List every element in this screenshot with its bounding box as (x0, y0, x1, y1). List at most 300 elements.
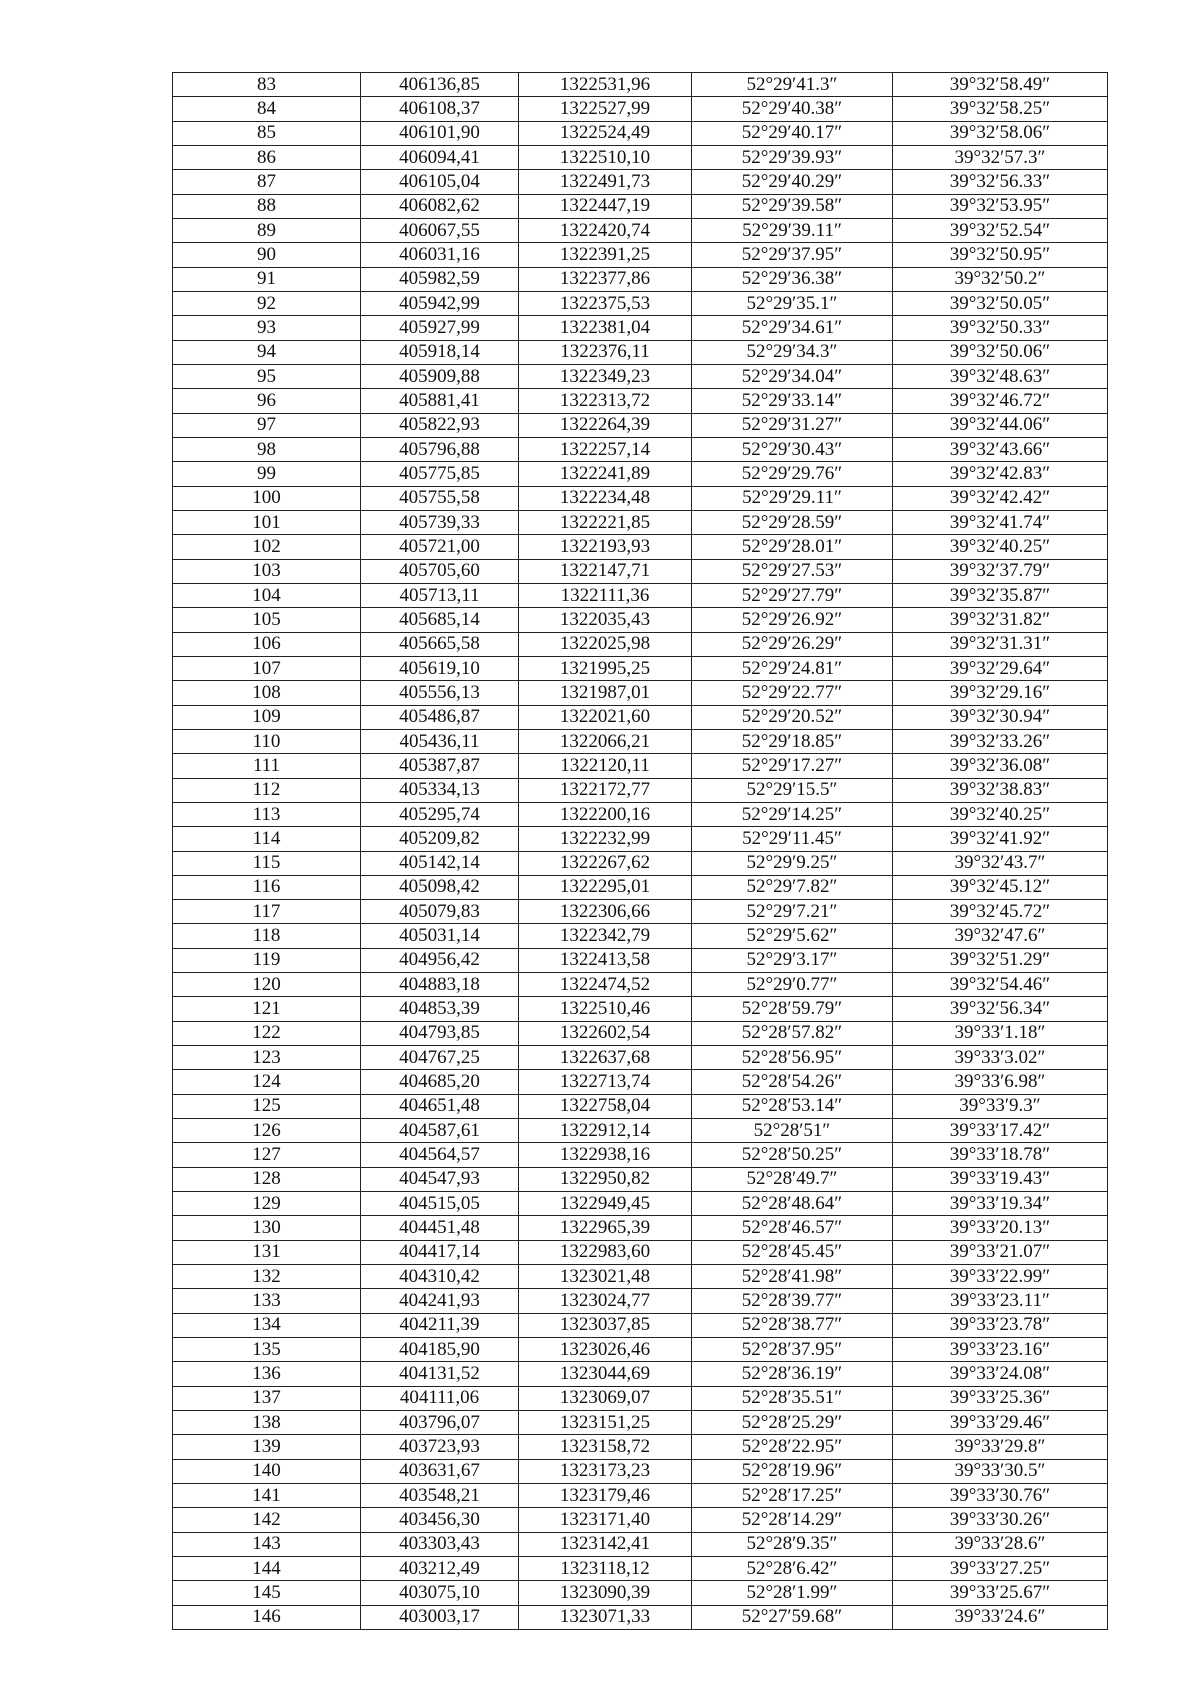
longitude-cell: 39°32′56.34″ (893, 997, 1108, 1021)
longitude-cell: 39°32′50.95″ (893, 243, 1108, 267)
latitude-cell: 52°29′36.38″ (692, 267, 893, 291)
x-coordinate-cell: 404185,90 (361, 1338, 519, 1362)
y-coordinate-cell: 1322381,04 (519, 316, 692, 340)
y-coordinate-cell: 1322602,54 (519, 1021, 692, 1045)
point-number-cell: 110 (173, 729, 361, 753)
y-coordinate-cell: 1323142,41 (519, 1532, 692, 1556)
longitude-cell: 39°32′33.26″ (893, 729, 1108, 753)
point-number-cell: 138 (173, 1411, 361, 1435)
table-row (173, 97, 1108, 121)
latitude-cell: 52°29′34.04″ (692, 364, 893, 388)
x-coordinate-cell: 405142,14 (361, 851, 519, 875)
latitude-cell: 52°28′56.95″ (692, 1046, 893, 1070)
point-number-cell: 125 (173, 1094, 361, 1118)
point-number-cell: 131 (173, 1240, 361, 1264)
table-row (173, 145, 1108, 169)
point-number-cell: 120 (173, 973, 361, 997)
latitude-cell: 52°29′24.81″ (692, 656, 893, 680)
y-coordinate-cell: 1322241,89 (519, 462, 692, 486)
table-row (173, 681, 1108, 705)
table-row (173, 1021, 1108, 1045)
longitude-cell: 39°32′54.46″ (893, 973, 1108, 997)
table-row (173, 73, 1108, 97)
point-number-cell: 143 (173, 1532, 361, 1556)
x-coordinate-cell: 403303,43 (361, 1532, 519, 1556)
point-number-cell: 109 (173, 705, 361, 729)
latitude-cell: 52°28′48.64″ (692, 1192, 893, 1216)
point-number-cell: 91 (173, 267, 361, 291)
longitude-cell: 39°33′24.6″ (893, 1605, 1108, 1629)
x-coordinate-cell: 405739,33 (361, 510, 519, 534)
y-coordinate-cell: 1322949,45 (519, 1192, 692, 1216)
longitude-cell: 39°33′19.43″ (893, 1167, 1108, 1191)
point-number-cell: 123 (173, 1046, 361, 1070)
x-coordinate-cell: 405755,58 (361, 486, 519, 510)
x-coordinate-cell: 405387,87 (361, 754, 519, 778)
longitude-cell: 39°32′47.6″ (893, 924, 1108, 948)
latitude-cell: 52°29′29.11″ (692, 486, 893, 510)
table-row (173, 510, 1108, 534)
longitude-cell: 39°33′29.46″ (893, 1411, 1108, 1435)
longitude-cell: 39°32′58.25″ (893, 97, 1108, 121)
x-coordinate-cell: 404587,61 (361, 1119, 519, 1143)
table-row (173, 1435, 1108, 1459)
longitude-cell: 39°32′31.82″ (893, 608, 1108, 632)
point-number-cell: 99 (173, 462, 361, 486)
longitude-cell: 39°32′43.7″ (893, 851, 1108, 875)
y-coordinate-cell: 1323151,25 (519, 1411, 692, 1435)
latitude-cell: 52°29′40.38″ (692, 97, 893, 121)
point-number-cell: 113 (173, 802, 361, 826)
x-coordinate-cell: 406136,85 (361, 73, 519, 97)
longitude-cell: 39°32′40.25″ (893, 535, 1108, 559)
latitude-cell: 52°29′26.29″ (692, 632, 893, 656)
y-coordinate-cell: 1322983,60 (519, 1240, 692, 1264)
table-row (173, 267, 1108, 291)
longitude-cell: 39°32′40.25″ (893, 802, 1108, 826)
point-number-cell: 130 (173, 1216, 361, 1240)
table-row (173, 1605, 1108, 1629)
latitude-cell: 52°28′9.35″ (692, 1532, 893, 1556)
x-coordinate-cell: 405556,13 (361, 681, 519, 705)
y-coordinate-cell: 1322758,04 (519, 1094, 692, 1118)
latitude-cell: 52°29′22.77″ (692, 681, 893, 705)
x-coordinate-cell: 405942,99 (361, 291, 519, 315)
latitude-cell: 52°29′26.92″ (692, 608, 893, 632)
table-row (173, 1070, 1108, 1094)
point-number-cell: 96 (173, 389, 361, 413)
latitude-cell: 52°29′31.27″ (692, 413, 893, 437)
x-coordinate-cell: 404515,05 (361, 1192, 519, 1216)
y-coordinate-cell: 1322965,39 (519, 1216, 692, 1240)
y-coordinate-cell: 1322377,86 (519, 267, 692, 291)
longitude-cell: 39°32′42.42″ (893, 486, 1108, 510)
latitude-cell: 52°29′5.62″ (692, 924, 893, 948)
x-coordinate-cell: 403796,07 (361, 1411, 519, 1435)
latitude-cell: 52°29′37.95″ (692, 243, 893, 267)
longitude-cell: 39°32′52.54″ (893, 218, 1108, 242)
y-coordinate-cell: 1322021,60 (519, 705, 692, 729)
y-coordinate-cell: 1322120,11 (519, 754, 692, 778)
latitude-cell: 52°28′25.29″ (692, 1411, 893, 1435)
longitude-cell: 39°32′57.3″ (893, 145, 1108, 169)
table-row (173, 1362, 1108, 1386)
point-number-cell: 108 (173, 681, 361, 705)
table-row (173, 1581, 1108, 1605)
point-number-cell: 94 (173, 340, 361, 364)
table-row (173, 656, 1108, 680)
point-number-cell: 104 (173, 583, 361, 607)
y-coordinate-cell: 1322306,66 (519, 900, 692, 924)
latitude-cell: 52°29′34.3″ (692, 340, 893, 364)
y-coordinate-cell: 1322025,98 (519, 632, 692, 656)
x-coordinate-cell: 405982,59 (361, 267, 519, 291)
longitude-cell: 39°32′51.29″ (893, 948, 1108, 972)
table-row (173, 924, 1108, 948)
longitude-cell: 39°32′45.12″ (893, 875, 1108, 899)
latitude-cell: 52°28′41.98″ (692, 1265, 893, 1289)
y-coordinate-cell: 1322147,71 (519, 559, 692, 583)
point-number-cell: 107 (173, 656, 361, 680)
latitude-cell: 52°29′34.61″ (692, 316, 893, 340)
table-row (173, 364, 1108, 388)
table-row (173, 875, 1108, 899)
table-row (173, 1046, 1108, 1070)
x-coordinate-cell: 405713,11 (361, 583, 519, 607)
latitude-cell: 52°29′18.85″ (692, 729, 893, 753)
longitude-cell: 39°32′41.92″ (893, 827, 1108, 851)
y-coordinate-cell: 1322912,14 (519, 1119, 692, 1143)
x-coordinate-cell: 405909,88 (361, 364, 519, 388)
point-number-cell: 122 (173, 1021, 361, 1045)
longitude-cell: 39°32′42.83″ (893, 462, 1108, 486)
x-coordinate-cell: 405295,74 (361, 802, 519, 826)
x-coordinate-cell: 406108,37 (361, 97, 519, 121)
table-row (173, 121, 1108, 145)
longitude-cell: 39°33′23.16″ (893, 1338, 1108, 1362)
table-row (173, 1386, 1108, 1410)
latitude-cell: 52°29′3.17″ (692, 948, 893, 972)
point-number-cell: 87 (173, 170, 361, 194)
latitude-cell: 52°28′22.95″ (692, 1435, 893, 1459)
x-coordinate-cell: 405619,10 (361, 656, 519, 680)
longitude-cell: 39°32′45.72″ (893, 900, 1108, 924)
x-coordinate-cell: 405098,42 (361, 875, 519, 899)
y-coordinate-cell: 1323158,72 (519, 1435, 692, 1459)
table-row (173, 997, 1108, 1021)
point-number-cell: 88 (173, 194, 361, 218)
longitude-cell: 39°32′50.05″ (893, 291, 1108, 315)
y-coordinate-cell: 1322257,14 (519, 437, 692, 461)
table-row (173, 243, 1108, 267)
y-coordinate-cell: 1322413,58 (519, 948, 692, 972)
y-coordinate-cell: 1322391,25 (519, 243, 692, 267)
longitude-cell: 39°32′36.08″ (893, 754, 1108, 778)
x-coordinate-cell: 405031,14 (361, 924, 519, 948)
latitude-cell: 52°28′6.42″ (692, 1557, 893, 1581)
table-row (173, 1557, 1108, 1581)
y-coordinate-cell: 1323024,77 (519, 1289, 692, 1313)
y-coordinate-cell: 1323026,46 (519, 1338, 692, 1362)
latitude-cell: 52°29′7.82″ (692, 875, 893, 899)
longitude-cell: 39°32′38.83″ (893, 778, 1108, 802)
y-coordinate-cell: 1322221,85 (519, 510, 692, 534)
y-coordinate-cell: 1323179,46 (519, 1484, 692, 1508)
point-number-cell: 103 (173, 559, 361, 583)
point-number-cell: 93 (173, 316, 361, 340)
point-number-cell: 135 (173, 1338, 361, 1362)
latitude-cell: 52°28′1.99″ (692, 1581, 893, 1605)
longitude-cell: 39°33′19.34″ (893, 1192, 1108, 1216)
x-coordinate-cell: 404853,39 (361, 997, 519, 1021)
x-coordinate-cell: 404685,20 (361, 1070, 519, 1094)
table-row (173, 1459, 1108, 1483)
point-number-cell: 90 (173, 243, 361, 267)
latitude-cell: 52°28′59.79″ (692, 997, 893, 1021)
longitude-cell: 39°32′30.94″ (893, 705, 1108, 729)
x-coordinate-cell: 404956,42 (361, 948, 519, 972)
x-coordinate-cell: 403075,10 (361, 1581, 519, 1605)
latitude-cell: 52°28′35.51″ (692, 1386, 893, 1410)
y-coordinate-cell: 1322234,48 (519, 486, 692, 510)
y-coordinate-cell: 1322264,39 (519, 413, 692, 437)
longitude-cell: 39°32′41.74″ (893, 510, 1108, 534)
table-row (173, 1192, 1108, 1216)
point-number-cell: 92 (173, 291, 361, 315)
y-coordinate-cell: 1322713,74 (519, 1070, 692, 1094)
y-coordinate-cell: 1323090,39 (519, 1581, 692, 1605)
point-number-cell: 128 (173, 1167, 361, 1191)
table-row (173, 413, 1108, 437)
longitude-cell: 39°32′44.06″ (893, 413, 1108, 437)
latitude-cell: 52°28′37.95″ (692, 1338, 893, 1362)
x-coordinate-cell: 405918,14 (361, 340, 519, 364)
point-number-cell: 144 (173, 1557, 361, 1581)
longitude-cell: 39°32′56.33″ (893, 170, 1108, 194)
point-number-cell: 124 (173, 1070, 361, 1094)
longitude-cell: 39°33′18.78″ (893, 1143, 1108, 1167)
table-row (173, 218, 1108, 242)
y-coordinate-cell: 1322474,52 (519, 973, 692, 997)
y-coordinate-cell: 1322172,77 (519, 778, 692, 802)
latitude-cell: 52°28′39.77″ (692, 1289, 893, 1313)
table-row (173, 1265, 1108, 1289)
latitude-cell: 52°27′59.68″ (692, 1605, 893, 1629)
latitude-cell: 52°29′39.58″ (692, 194, 893, 218)
latitude-cell: 52°29′27.53″ (692, 559, 893, 583)
longitude-cell: 39°32′48.63″ (893, 364, 1108, 388)
x-coordinate-cell: 404451,48 (361, 1216, 519, 1240)
longitude-cell: 39°32′46.72″ (893, 389, 1108, 413)
x-coordinate-cell: 405436,11 (361, 729, 519, 753)
latitude-cell: 52°29′35.1″ (692, 291, 893, 315)
x-coordinate-cell: 406101,90 (361, 121, 519, 145)
longitude-cell: 39°33′27.25″ (893, 1557, 1108, 1581)
x-coordinate-cell: 404547,93 (361, 1167, 519, 1191)
y-coordinate-cell: 1323044,69 (519, 1362, 692, 1386)
longitude-cell: 39°32′53.95″ (893, 194, 1108, 218)
x-coordinate-cell: 403548,21 (361, 1484, 519, 1508)
latitude-cell: 52°29′9.25″ (692, 851, 893, 875)
table-row (173, 389, 1108, 413)
latitude-cell: 52°28′38.77″ (692, 1313, 893, 1337)
longitude-cell: 39°32′50.33″ (893, 316, 1108, 340)
longitude-cell: 39°33′1.18″ (893, 1021, 1108, 1045)
x-coordinate-cell: 405721,00 (361, 535, 519, 559)
table-row (173, 632, 1108, 656)
x-coordinate-cell: 405927,99 (361, 316, 519, 340)
latitude-cell: 52°28′50.25″ (692, 1143, 893, 1167)
point-number-cell: 97 (173, 413, 361, 437)
point-number-cell: 83 (173, 73, 361, 97)
table-row (173, 1508, 1108, 1532)
latitude-cell: 52°28′45.45″ (692, 1240, 893, 1264)
table-row (173, 1119, 1108, 1143)
longitude-cell: 39°33′20.13″ (893, 1216, 1108, 1240)
point-number-cell: 89 (173, 218, 361, 242)
y-coordinate-cell: 1323171,40 (519, 1508, 692, 1532)
x-coordinate-cell: 403003,17 (361, 1605, 519, 1629)
point-number-cell: 117 (173, 900, 361, 924)
y-coordinate-cell: 1322267,62 (519, 851, 692, 875)
x-coordinate-cell: 403456,30 (361, 1508, 519, 1532)
longitude-cell: 39°33′30.76″ (893, 1484, 1108, 1508)
point-number-cell: 98 (173, 437, 361, 461)
latitude-cell: 52°28′51″ (692, 1119, 893, 1143)
table-row (173, 462, 1108, 486)
y-coordinate-cell: 1323173,23 (519, 1459, 692, 1483)
x-coordinate-cell: 404883,18 (361, 973, 519, 997)
point-number-cell: 115 (173, 851, 361, 875)
point-number-cell: 119 (173, 948, 361, 972)
table-row (173, 851, 1108, 875)
point-number-cell: 136 (173, 1362, 361, 1386)
longitude-cell: 39°33′30.26″ (893, 1508, 1108, 1532)
latitude-cell: 52°29′30.43″ (692, 437, 893, 461)
latitude-cell: 52°29′28.01″ (692, 535, 893, 559)
point-number-cell: 106 (173, 632, 361, 656)
y-coordinate-cell: 1322313,72 (519, 389, 692, 413)
table-row (173, 1094, 1108, 1118)
point-number-cell: 102 (173, 535, 361, 559)
x-coordinate-cell: 403212,49 (361, 1557, 519, 1581)
point-number-cell: 100 (173, 486, 361, 510)
point-number-cell: 137 (173, 1386, 361, 1410)
point-number-cell: 85 (173, 121, 361, 145)
point-number-cell: 111 (173, 754, 361, 778)
x-coordinate-cell: 405334,13 (361, 778, 519, 802)
y-coordinate-cell: 1322447,19 (519, 194, 692, 218)
longitude-cell: 39°33′22.99″ (893, 1265, 1108, 1289)
table-row (173, 1313, 1108, 1337)
longitude-cell: 39°33′23.11″ (893, 1289, 1108, 1313)
x-coordinate-cell: 404211,39 (361, 1313, 519, 1337)
x-coordinate-cell: 405079,83 (361, 900, 519, 924)
table-row (173, 754, 1108, 778)
point-number-cell: 118 (173, 924, 361, 948)
table-row (173, 291, 1108, 315)
longitude-cell: 39°33′6.98″ (893, 1070, 1108, 1094)
y-coordinate-cell: 1322524,49 (519, 121, 692, 145)
latitude-cell: 52°29′14.25″ (692, 802, 893, 826)
point-number-cell: 105 (173, 608, 361, 632)
longitude-cell: 39°32′35.87″ (893, 583, 1108, 607)
table-row (173, 535, 1108, 559)
longitude-cell: 39°33′30.5″ (893, 1459, 1108, 1483)
table-row (173, 1411, 1108, 1435)
table-row (173, 778, 1108, 802)
x-coordinate-cell: 406067,55 (361, 218, 519, 242)
x-coordinate-cell: 404131,52 (361, 1362, 519, 1386)
longitude-cell: 39°32′43.66″ (893, 437, 1108, 461)
latitude-cell: 52°28′49.7″ (692, 1167, 893, 1191)
latitude-cell: 52°29′28.59″ (692, 510, 893, 534)
x-coordinate-cell: 405822,93 (361, 413, 519, 437)
y-coordinate-cell: 1322375,53 (519, 291, 692, 315)
table-row (173, 559, 1108, 583)
longitude-cell: 39°33′3.02″ (893, 1046, 1108, 1070)
x-coordinate-cell: 404564,57 (361, 1143, 519, 1167)
point-number-cell: 116 (173, 875, 361, 899)
table-row (173, 1167, 1108, 1191)
point-number-cell: 132 (173, 1265, 361, 1289)
y-coordinate-cell: 1322349,23 (519, 364, 692, 388)
latitude-cell: 52°29′29.76″ (692, 462, 893, 486)
point-number-cell: 141 (173, 1484, 361, 1508)
y-coordinate-cell: 1322376,11 (519, 340, 692, 364)
x-coordinate-cell: 404111,06 (361, 1386, 519, 1410)
y-coordinate-cell: 1322342,79 (519, 924, 692, 948)
x-coordinate-cell: 403723,93 (361, 1435, 519, 1459)
point-number-cell: 134 (173, 1313, 361, 1337)
coordinates-table (172, 72, 1108, 1630)
longitude-cell: 39°33′28.6″ (893, 1532, 1108, 1556)
table-row (173, 583, 1108, 607)
table-row (173, 1289, 1108, 1313)
y-coordinate-cell: 1322938,16 (519, 1143, 692, 1167)
longitude-cell: 39°32′37.79″ (893, 559, 1108, 583)
latitude-cell: 52°28′14.29″ (692, 1508, 893, 1532)
table-row (173, 1532, 1108, 1556)
latitude-cell: 52°28′19.96″ (692, 1459, 893, 1483)
y-coordinate-cell: 1322491,73 (519, 170, 692, 194)
point-number-cell: 101 (173, 510, 361, 534)
y-coordinate-cell: 1322510,46 (519, 997, 692, 1021)
latitude-cell: 52°29′39.11″ (692, 218, 893, 242)
point-number-cell: 84 (173, 97, 361, 121)
table-row (173, 1216, 1108, 1240)
longitude-cell: 39°32′58.06″ (893, 121, 1108, 145)
x-coordinate-cell: 405796,88 (361, 437, 519, 461)
table-row (173, 1240, 1108, 1264)
table-row (173, 1484, 1108, 1508)
table-row (173, 948, 1108, 972)
x-coordinate-cell: 405209,82 (361, 827, 519, 851)
y-coordinate-cell: 1322066,21 (519, 729, 692, 753)
y-coordinate-cell: 1322193,93 (519, 535, 692, 559)
y-coordinate-cell: 1321987,01 (519, 681, 692, 705)
y-coordinate-cell: 1323069,07 (519, 1386, 692, 1410)
y-coordinate-cell: 1322111,36 (519, 583, 692, 607)
latitude-cell: 52°29′39.93″ (692, 145, 893, 169)
latitude-cell: 52°29′27.79″ (692, 583, 893, 607)
point-number-cell: 142 (173, 1508, 361, 1532)
point-number-cell: 114 (173, 827, 361, 851)
point-number-cell: 86 (173, 145, 361, 169)
longitude-cell: 39°33′25.36″ (893, 1386, 1108, 1410)
point-number-cell: 112 (173, 778, 361, 802)
longitude-cell: 39°32′50.2″ (893, 267, 1108, 291)
